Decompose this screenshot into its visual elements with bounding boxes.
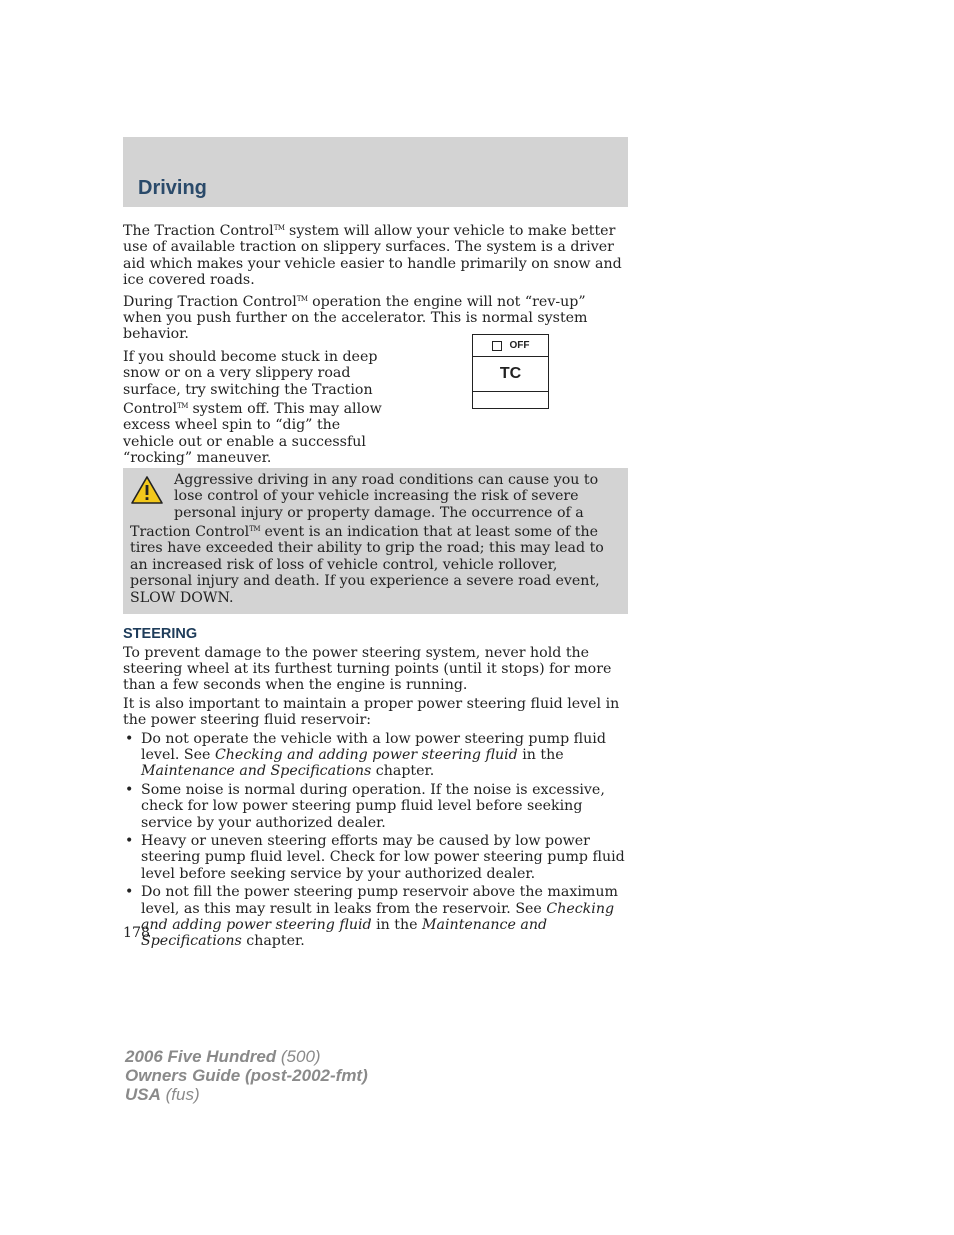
steering-bullet-list <box>123 731 628 950</box>
indicator-square-icon <box>492 341 502 351</box>
trademark-mark: TM <box>273 224 285 232</box>
steering-paragraph-2: It is also important to maintain a proper power steering fluid level in the power steering fluid reservoir: <box>123 695 620 729</box>
document-footer <box>125 1047 368 1104</box>
trademark-mark: TM <box>177 402 188 411</box>
traction-paragraph-1: The Traction Control™ system will allow your vehicle to make better use of available traction on slippery surfaces. The system is a driver aid which makes your vehicle easier to handle primarily on snow and ice covered roads. <box>123 223 622 289</box>
section-header <box>123 137 628 207</box>
list-item: • Some noise is normal during operation. If the noise is excessive, check for low power steering pump fluid level before seeking service by your authorized dealer. <box>125 781 605 831</box>
traction-paragraph-3: If you should become stuck in deep snow or on a very slippery road surface, try switching the Traction Control™ system off. This may allow excess wheel spin to “dig” the vehicle out or enable a successful “rocking” maneuver. <box>123 348 382 467</box>
trademark-mark: TM <box>249 525 261 534</box>
list-item: • Heavy or uneven steering efforts may be caused by low power steering pump fluid level. Check for low power steering pump fluid level before seeking service by your authorized dealer. <box>125 832 625 882</box>
warning-box <box>123 468 628 614</box>
cross-reference: Maintenance and Specifications <box>141 763 372 780</box>
footer-line-1: 2006 Five Hundred (500) <box>125 1047 321 1066</box>
trademark-mark: TM <box>296 294 308 303</box>
tc-label: TC <box>473 357 548 392</box>
cross-reference: Maintenance and Specifications <box>141 917 548 950</box>
off-indicator: OFF <box>473 335 548 357</box>
cross-reference: Checking and adding power steering fluid <box>141 900 615 933</box>
traction-control-switch-icon <box>472 334 549 409</box>
stuck-section <box>123 348 628 467</box>
page-number: 178 <box>123 925 151 941</box>
warning-text: Aggressive driving in any road conditions can cause you to lose control of your vehicle increasing the risk of severe personal injury or property damage. The occurrence of a Traction Control™ event is an indication that at least some of the tires have exceeded their ability to grip the road; this may lead to an increased risk of loss of vehicle control, vehicle rollover, personal injury and death. If you experience a severe road event, SLOW DOWN. <box>130 471 604 606</box>
bullet-icon: • <box>125 832 134 849</box>
steering-paragraph-1: To prevent damage to the power steering system, never hold the steering wheel at its furthest turning points (until it stops) for more than a few seconds when the engine is running. <box>123 644 612 694</box>
cross-reference: Checking and adding power steering fluid <box>214 746 518 763</box>
list-item: • Do not fill the power steering pump reservoir above the maximum level, as this may result in leaks from the reservoir. See Checking and adding power steering fluid in the Maintenance and Specifications chapter. <box>125 884 618 950</box>
bullet-icon: • <box>125 730 134 747</box>
main-content <box>123 220 628 952</box>
section-title: Driving <box>138 177 207 199</box>
steering-heading: STEERING <box>123 626 198 643</box>
footer-line-2: Owners Guide (post-2002-fmt) <box>125 1066 368 1085</box>
bullet-icon: • <box>125 884 134 901</box>
traction-paragraph-2: During Traction Control™ operation the engine will not “rev-up” when you push further on the accelerator. This is normal system behavior. <box>123 293 588 343</box>
warning-triangle-icon <box>130 475 164 505</box>
bullet-icon: • <box>125 781 134 798</box>
list-item: • Do not operate the vehicle with a low power steering pump fluid level. See Checking and adding power steering fluid in the Maintenance and Specifications chapter. <box>125 730 606 780</box>
footer-line-3: USA (fus) <box>125 1085 200 1104</box>
